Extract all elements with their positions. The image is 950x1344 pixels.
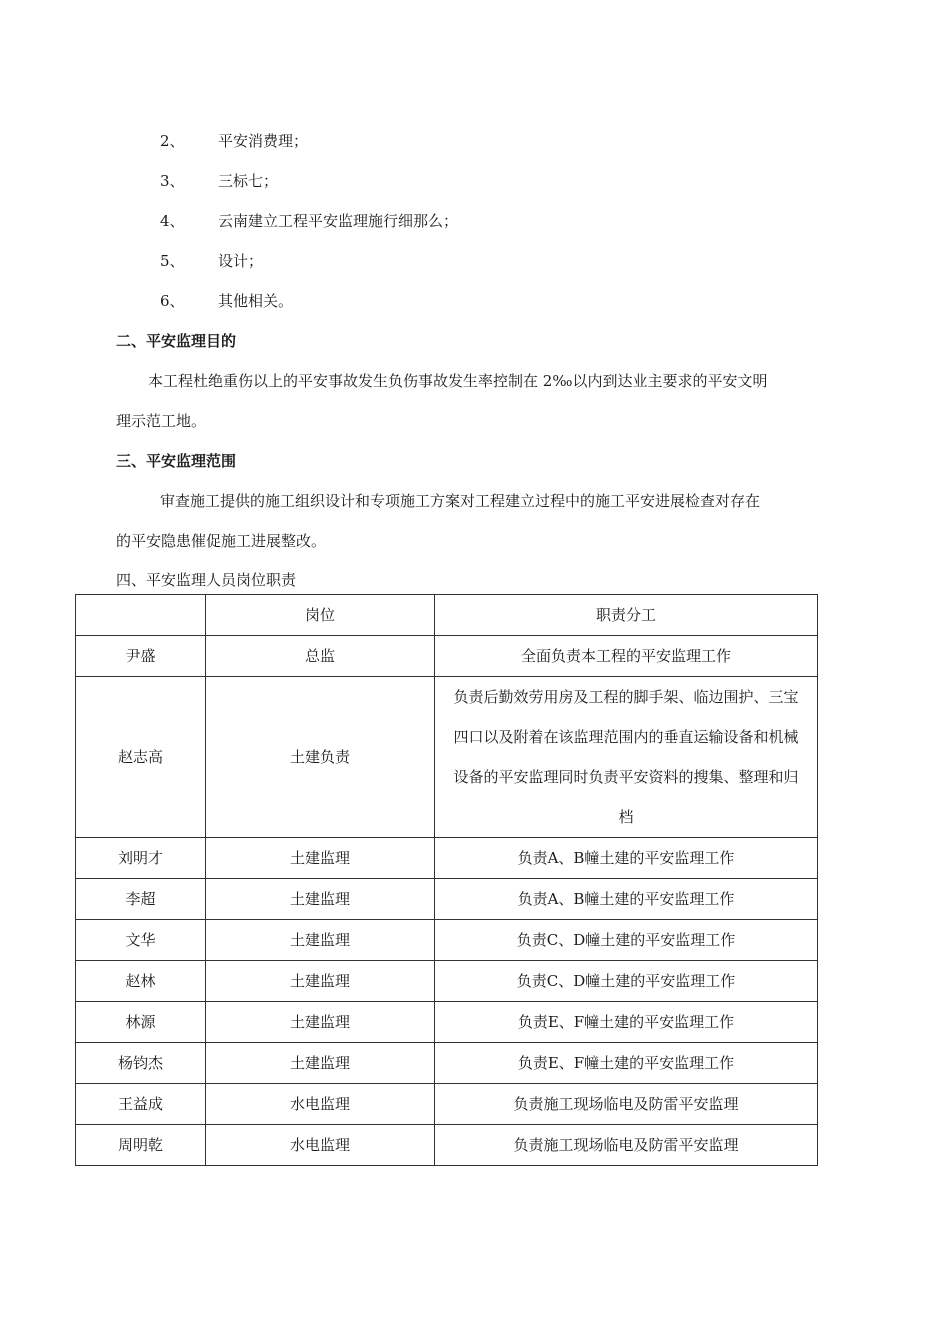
cell-post: 土建监理 <box>206 1002 435 1043</box>
table-row <box>76 838 818 879</box>
list-text: 平安消费理； <box>218 132 309 150</box>
cell-name: 林源 <box>76 1002 206 1043</box>
header-cell-post: 岗位 <box>206 595 435 636</box>
header-cell-name <box>76 595 206 636</box>
table-row <box>76 1084 818 1125</box>
cell-name: 刘明才 <box>76 838 206 879</box>
cell-duty: 全面负责本工程的平安监理工作 <box>435 636 818 677</box>
list-text: 云南建立工程平安监理施行细那么； <box>218 212 459 230</box>
cell-post: 水电监理 <box>206 1125 435 1166</box>
cell-name: 文华 <box>76 920 206 961</box>
section-heading-scope: 三、平安监理范围 <box>116 452 237 470</box>
cell-post: 土建监理 <box>206 879 435 920</box>
list-number: 3、 <box>160 172 185 190</box>
purpose-paragraph-line2: 理示范工地。 <box>116 412 207 430</box>
cell-name: 周明乾 <box>76 1125 206 1166</box>
cell-post: 总监 <box>206 636 435 677</box>
cell-duty: 负责C、D幢土建的平安监理工作 <box>435 920 818 961</box>
table-header-row <box>76 595 818 636</box>
list-text: 三标七； <box>218 172 279 190</box>
cell-duty: 负责后勤效劳用房及工程的脚手架、临边围护、三宝四口以及附着在该监理范围内的垂直运输设备和机械设备的平安监理同时负责平安资料的搜集、整理和归档 <box>435 677 818 838</box>
cell-duty: 负责施工现场临电及防雷平安监理 <box>435 1125 818 1166</box>
cell-duty: 负责C、D幢土建的平安监理工作 <box>435 961 818 1002</box>
section-heading-purpose: 二、平安监理目的 <box>116 332 237 350</box>
scope-paragraph-line1: 审查施工提供的施工组织设计和专项施工方案对工程建立过程中的施工平安进展检查对存在 <box>160 492 761 510</box>
list-number: 6、 <box>160 292 185 310</box>
table-row <box>76 677 818 838</box>
cell-name: 赵志高 <box>76 677 206 838</box>
cell-duty: 负责E、F幢土建的平安监理工作 <box>435 1043 818 1084</box>
cell-post: 土建负责 <box>206 677 435 838</box>
table-row <box>76 879 818 920</box>
scope-paragraph-line2: 的平安隐患催促施工进展整改。 <box>116 532 327 550</box>
duties-table <box>75 594 818 1166</box>
cell-name: 王益成 <box>76 1084 206 1125</box>
cell-name: 李超 <box>76 879 206 920</box>
cell-name: 杨钧杰 <box>76 1043 206 1084</box>
cell-post: 土建监理 <box>206 838 435 879</box>
section-heading-duties: 四、平安监理人员岗位职责 <box>116 571 297 589</box>
list-number: 2、 <box>160 132 185 150</box>
cell-name: 尹盛 <box>76 636 206 677</box>
list-number: 4、 <box>160 212 185 230</box>
list-text: 设计； <box>218 252 264 270</box>
header-cell-duty: 职责分工 <box>435 595 818 636</box>
cell-post: 水电监理 <box>206 1084 435 1125</box>
table-row <box>76 961 818 1002</box>
cell-duty: 负责A、B幢土建的平安监理工作 <box>435 879 818 920</box>
purpose-paragraph-line1: 本工程杜绝重伤以上的平安事故发生负伤事故发生率控制在 2‰以内到达业主要求的平安文明 <box>148 372 768 390</box>
list-number: 5、 <box>160 252 185 270</box>
cell-duty: 负责施工现场临电及防雷平安监理 <box>435 1084 818 1125</box>
table-row <box>76 1002 818 1043</box>
cell-post: 土建监理 <box>206 961 435 1002</box>
table-row <box>76 1125 818 1166</box>
cell-post: 土建监理 <box>206 1043 435 1084</box>
cell-name: 赵林 <box>76 961 206 1002</box>
table-row <box>76 1043 818 1084</box>
cell-duty: 负责A、B幢土建的平安监理工作 <box>435 838 818 879</box>
table-row <box>76 920 818 961</box>
cell-post: 土建监理 <box>206 920 435 961</box>
list-text: 其他相关。 <box>218 292 294 310</box>
table-row <box>76 636 818 677</box>
cell-duty: 负责E、F幢土建的平安监理工作 <box>435 1002 818 1043</box>
